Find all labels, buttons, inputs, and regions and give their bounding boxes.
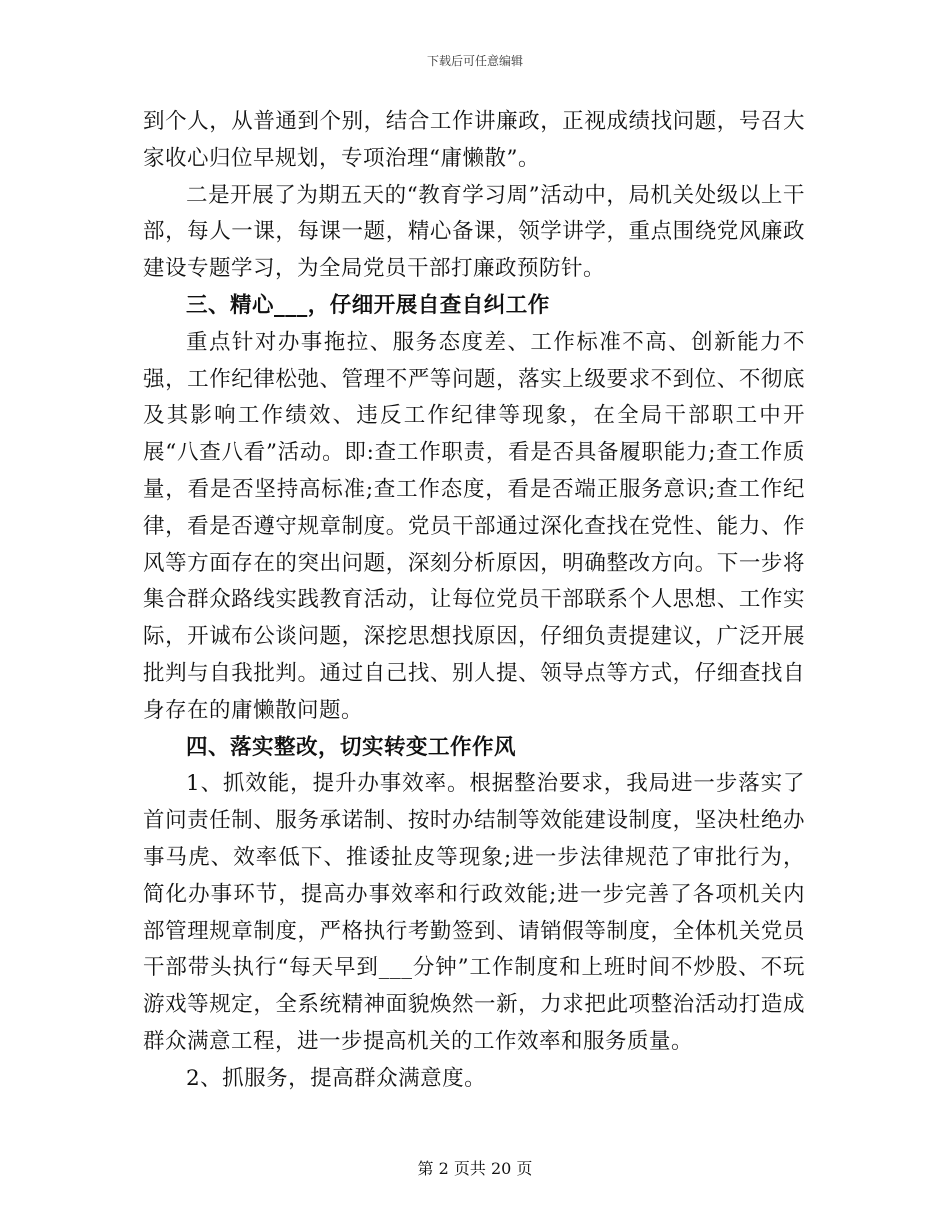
section-heading: 四、落实整改，切实转变工作作风: [186, 734, 517, 760]
document-body: [143, 104, 805, 1098]
page-footer: 第 2 页共 20 页: [417, 1159, 533, 1178]
body-paragraph: 2、抓服务，提高群众满意度。: [186, 1065, 487, 1091]
body-paragraph: 到个人，从普通到个别，结合工作讲廉政，正视成绩找问题，号召大家收心归位早规划，专项治理“庸懒散”。: [143, 109, 805, 171]
body-paragraph: 重点针对办事拖拉、服务态度差、工作标准不高、创新能力不强，工作纪律松弛、管理不严等问题，落实上级要求不到位、不彻底及其影响工作绩效、违反工作纪律等现象，在全局干部职工中开展“八查八看”活动。即:查工作职责，看是否具备履职能力;查工作质量，看是否坚持高标准;查工作态度，看是否端正服务意识;查工作纪律，看是否遵守规章制度。党员干部通过深化查找在党性、能力、作风等方面存在的突出问题，深刻分析原因，明确整改方向。下一步将集合群众路线实践教育活动，让每位党员干部联系个人思想、工作实际，开诚布公谈问题，深挖思想找原因，仔细负责提建议，广泛开展批判与自我批判。通过自己找、别人提、领导点等方式，仔细查找自身存在的庸懒散问题。: [143, 329, 805, 723]
body-paragraph: 二是开展了为期五天的“教育学习周”活动中，局机关处级以上干部，每人一课，每课一题，精心备课，领学讲学，重点围绕党风廉政建设专题学习，为全局党员干部打廉政预防针。: [143, 182, 805, 282]
page-header: 下载后可任意编辑: [426, 54, 523, 68]
body-paragraph: 1、抓效能，提升办事效率。根据整治要求，我局进一步落实了首问责任制、服务承诺制、按时办结制等效能建设制度，坚决杜绝办事马虎、效率低下、推诿扯皮等现象;进一步法律规范了审批行为，简化办事环节，提高办事效率和行政效能;进一步完善了各项机关内部管理规章制度，严格执行考勤签到、请销假等制度，全体机关党员干部带头执行“每天早到___分钟”工作制度和上班时间不炒股、不玩游戏等规定，全系统精神面貌焕然一新，力求把此项整治活动打造成群众满意工程，进一步提高机关的工作效率和服务质量。: [143, 771, 805, 1054]
section-heading: 三、精心___，仔细开展自查自纠工作: [186, 292, 550, 318]
